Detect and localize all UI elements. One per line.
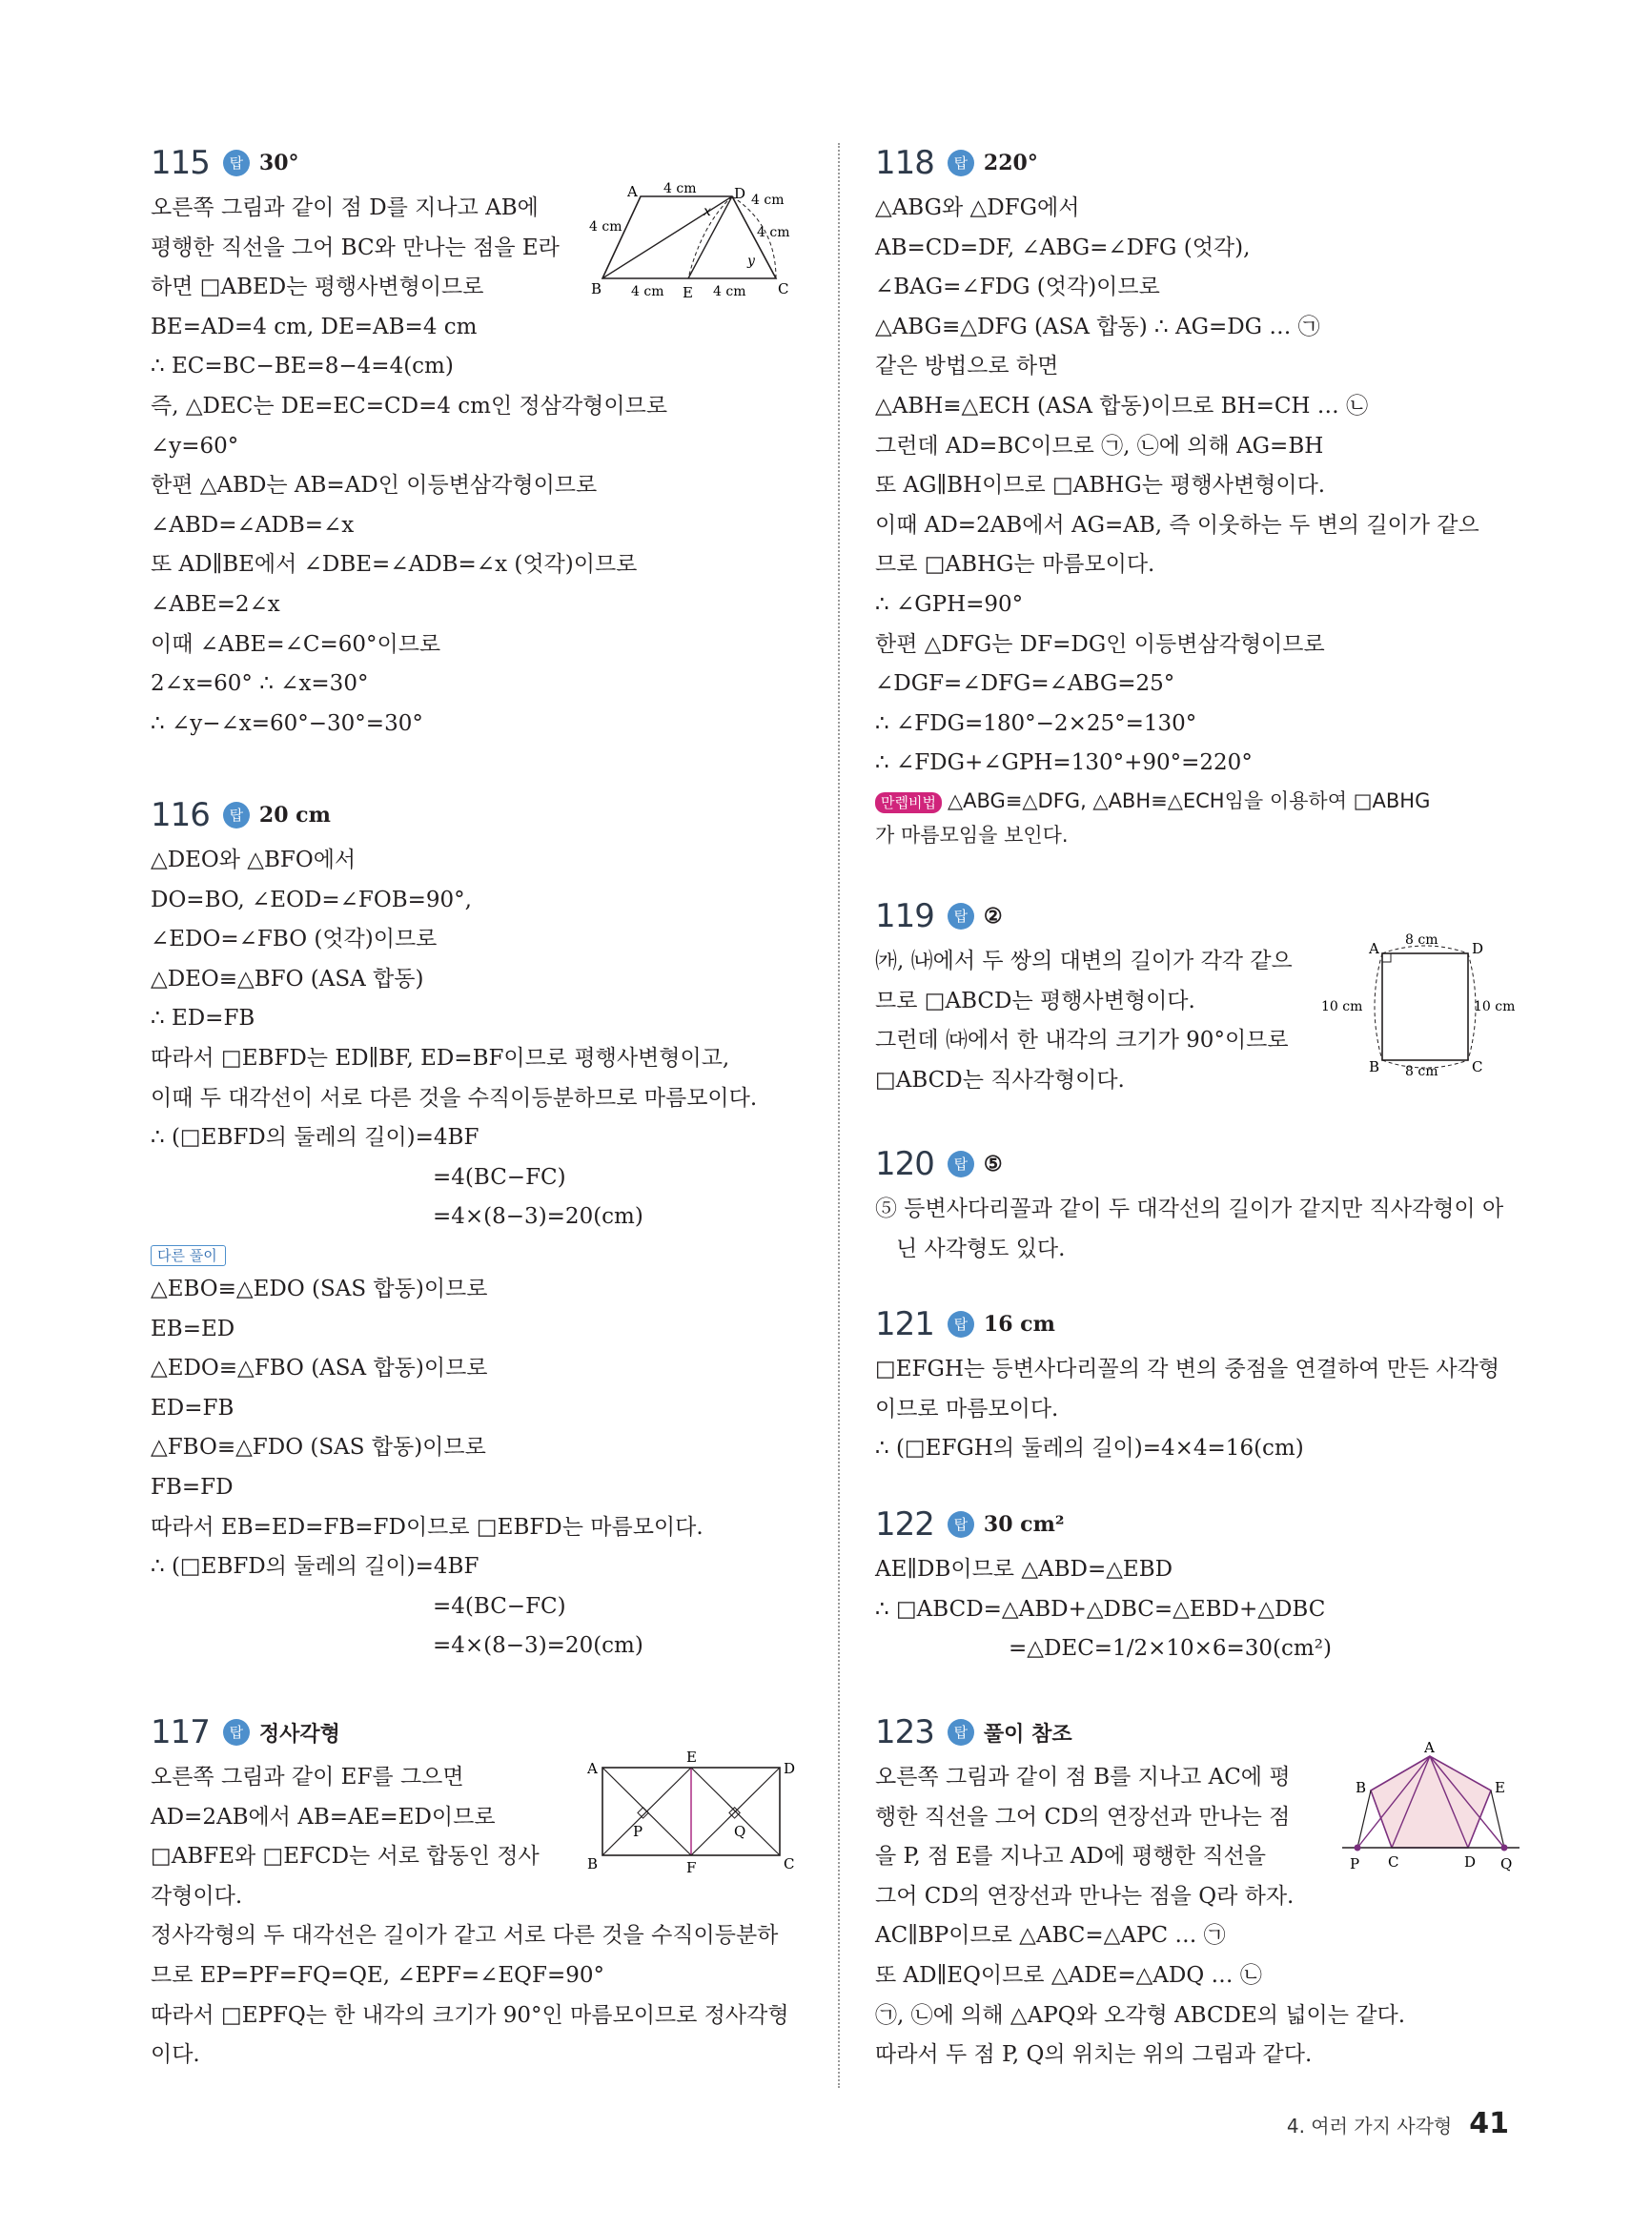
problem-number: 123 [875,1713,934,1751]
point-label: C [1388,1853,1399,1871]
solution-line: 따라서 EB=ED=FB=FD이므로 □EBFD는 마름모이다. [151,1514,704,1540]
angle-label: x [704,204,711,219]
answer-badge: 탑 [948,1511,974,1538]
solution-line: 평행한 직선을 그어 BC와 만나는 점을 E라 [151,235,560,260]
solution-line: AE∥DB이므로 △ABD=△EBD [875,1557,1173,1582]
solution-line: ∴ ∠FDG=180°−2×25°=130° [875,710,1197,736]
solution-line: ∠ABE=2∠x [151,591,280,617]
point-label: P [633,1823,643,1840]
length-label: 10 cm [1474,999,1516,1014]
solution-line: ∠BAG=∠FDG (엇각)이므로 [875,275,1160,300]
solution-line: 2∠x=60° ∴ ∠x=30° [151,671,369,697]
solution-lines [151,841,801,1667]
solution-line: 므로 EP=PF=FQ=QE, ∠EPF=∠EQF=90° [151,1962,605,1988]
solution-line: △ABH≡△ECH (ASA 합동)이므로 BH=CH … ㉡ [875,393,1369,419]
problem-number: 121 [875,1305,934,1343]
point-label: B [587,1855,599,1872]
problem-116 [151,793,801,1667]
problem-121 [875,1302,1533,1469]
solution-line: ∠EDO=∠FBO (엇각)이므로 [151,927,438,952]
solution-line: BE=AD=4 cm, DE=AB=4 cm [151,314,478,339]
solution-line: △DEO≡△BFO (ASA 합동) [151,966,424,992]
length-label: 4 cm [631,284,664,299]
solution-line: =4(BC−FC) [433,1164,566,1190]
answer: 30° [258,151,299,175]
column-divider [838,143,840,2088]
problem-119 [875,894,1533,1100]
problem-number: 118 [875,144,934,182]
solution-line: ⑤ 등변사다리꼴과 같이 두 대각선의 길이가 같지만 직사각형이 아 [875,1197,1504,1221]
solution-line: 이때 AD=2AB에서 AG=AB, 즉 이웃하는 두 변의 길이가 같으 [875,512,1479,538]
solution-line: ∴ ∠y−∠x=60°−30°=30° [151,710,423,736]
length-label: 4 cm [757,225,790,240]
length-label: 4 cm [589,219,622,235]
problem-header [875,1142,1533,1186]
point-label: C [1472,1058,1483,1075]
solution-line: 오른쪽 그림과 같이 EF를 그으면 [151,1765,464,1790]
solution-line: △ABG와 △DFG에서 [875,195,1080,220]
point-label: F [686,1859,697,1876]
point-label: D [1464,1853,1477,1871]
answer: 16 cm [983,1312,1055,1337]
answer: 220° [983,151,1038,175]
point-label: Q [734,1823,746,1840]
solution-line: ∴ (□EBFD의 둘레의 길이)=4BF [151,1125,479,1151]
solution-lines [875,189,1533,852]
point-label: D [1472,940,1484,957]
rectangle-abcd-figure [1321,932,1516,1079]
solution-line: EB=ED [151,1316,235,1341]
point-label: C [778,280,789,297]
point-label: D [734,185,746,202]
problem-number: 115 [151,144,210,182]
answer: 20 cm [258,803,331,828]
problem-header [151,141,801,185]
problem-header [875,1302,1533,1346]
solution-line: 따라서 □EPFQ는 한 내각의 크기가 90°인 마름모이므로 정사각형 [151,2002,789,2028]
problem-number: 120 [875,1145,934,1183]
solution-line: △ABG≡△DFG (ASA 합동) ∴ AG=DG … ㉠ [875,314,1320,339]
solution-line: ∴ ∠GPH=90° [875,591,1024,617]
solution-line: 이므로 마름모이다. [875,1396,1059,1422]
answer: 풀이 참조 [983,1722,1072,1747]
length-label: 4 cm [713,284,746,299]
solution-line: □ABFE와 □EFCD는 서로 합동인 정사 [151,1844,540,1870]
problem-123 [875,1710,1533,2076]
length-label: 4 cm [663,181,697,196]
answer: ② [983,904,1003,929]
solution-line: 이때 ∠ABE=∠C=60°이므로 [151,631,441,657]
solution-line: 므로 □ABCD는 평행사변형이다. [875,988,1195,1013]
trapezoid-figure [589,181,818,305]
point-label: E [1495,1779,1505,1796]
length-label: 10 cm [1321,999,1363,1014]
solution-line: 이다. [151,2042,200,2068]
answer-badge: 탑 [948,150,974,176]
point-label: D [784,1760,796,1777]
problem-number: 119 [875,897,934,935]
rectangle-figure [581,1749,796,1886]
answer-badge: 탑 [948,903,974,930]
solution-line: △EDO≡△FBO (ASA 합동)이므로 [151,1356,488,1381]
solution-line: ∴ (□EBFD의 둘레의 길이)=4BF [151,1554,479,1580]
solution-line: 행한 직선을 그어 CD의 연장선과 만나는 점 [875,1804,1291,1830]
answer-badge: 탑 [223,150,250,176]
solution-line: AD=2AB에서 AB=AE=ED이므로 [151,1804,496,1830]
problem-number: 122 [875,1505,934,1544]
point-label: P [1350,1855,1360,1872]
problem-117 [151,1710,801,2076]
answer: 정사각형 [258,1722,340,1747]
solution-line: 오른쪽 그림과 같이 점 D를 지나고 AB에 [151,195,539,220]
problem-number: 116 [151,796,210,834]
solution-line: 따라서 두 점 P, Q의 위치는 위의 그림과 같다. [875,2042,1313,2068]
solution-line: □ABCD는 직사각형이다. [875,1067,1125,1093]
solution-line: ∠DGF=∠DFG=∠ABG=25° [875,671,1175,697]
point-label: Q [1500,1855,1513,1872]
angle-label: y [747,254,755,269]
point-label: E [686,1749,697,1766]
solution-line: 즉, △DEC는 DE=EC=CD=4 cm인 정삼각형이므로 [151,393,668,419]
solution-line: 정사각형의 두 대각선은 길이가 같고 서로 다른 것을 수직이등분하 [151,1923,779,1949]
tip-line: 가 마름모임을 보인다. [875,823,1069,847]
solution-line: 또 AD∥BE에서 ∠DBE=∠ADB=∠x (엇각)이므로 [151,552,638,578]
point-label: A [627,183,638,200]
solution-line: =4×(8−3)=20(cm) [433,1204,643,1230]
solution-line: =4×(8−3)=20(cm) [433,1633,643,1659]
solution-line: 이때 두 대각선이 서로 다른 것을 수직이등분하므로 마름모이다. [151,1085,758,1111]
point-label: A [1424,1739,1435,1756]
solution-line: 각형이다. [151,1883,243,1909]
length-label: 8 cm [1405,1064,1438,1079]
tip-line [875,784,1533,818]
tip-badge: 만렙비법 [875,792,942,813]
problem-header [151,793,801,837]
solution-line: 따라서 □EBFD는 ED∥BF, ED=BF이므로 평행사변형이고, [151,1045,730,1071]
solution-line: 므로 □ABHG는 마름모이다. [875,552,1155,578]
solution-line: ∴ ∠FDG+∠GPH=130°+90°=220° [875,750,1253,776]
solution-line: 또 AD∥EQ이므로 △ADE=△ADQ … ㉡ [875,1962,1262,1988]
answer: 30 cm² [983,1512,1065,1537]
solution-line: 한편 △DFG는 DF=DG인 이등변삼각형이므로 [875,631,1325,657]
problem-118 [875,141,1533,852]
solution-line: AC∥BP이므로 △ABC=△APC … ㉠ [875,1923,1226,1949]
problem-122 [875,1503,1533,1669]
problem-header [875,1503,1533,1546]
length-label: 8 cm [1405,932,1438,948]
solution-line: =4(BC−FC) [433,1593,566,1619]
solution-line: 그런데 AD=BC이므로 ㉠, ㉡에 의해 AG=BH [875,433,1324,459]
solution-line: □EFGH는 등변사다리꼴의 각 변의 중점을 연결하여 만든 사각형 [875,1357,1500,1381]
problem-115 [151,141,801,744]
solution-line: △EBO≡△EDO (SAS 합동)이므로 [151,1276,488,1301]
pentagon-figure [1333,1739,1523,1890]
solution-line: ㉠, ㉡에 의해 △APQ와 오각형 ABCDE의 넓이는 같다. [875,2002,1406,2028]
solution-line: 그런데 ㈐에서 한 내각의 크기가 90°이므로 [875,1028,1289,1054]
point-label: A [1369,940,1379,957]
solution-lines [875,1350,1533,1469]
point-label: E [683,284,693,301]
page-footer [1287,2107,1509,2140]
answer-badge: 탑 [948,1311,974,1338]
point-label: C [784,1855,795,1872]
solution-line: =△DEC=1/2×10×6=30(cm²) [1009,1636,1332,1662]
solution-line: 또 AG∥BH이므로 □ABHG는 평행사변형이다. [875,473,1326,499]
answer-badge: 탑 [948,1719,974,1746]
solution-line: △FBO≡△FDO (SAS 합동)이므로 [151,1435,486,1461]
solution-line: ∴ ED=FB [151,1006,255,1032]
solution-line: FB=FD [151,1474,234,1500]
solution-line: ㈎, ㈏에서 두 쌍의 대변의 길이가 각각 같으 [875,949,1293,973]
solution-line: ∴ (□EFGH의 둘레의 길이)=4×4=16(cm) [875,1436,1304,1462]
answer: ⑤ [983,1152,1003,1176]
solution-line: ∠y=60° [151,433,239,459]
solution-line: ∴ □ABCD=△ABD+△DBC=△EBD+△DBC [875,1596,1326,1622]
solution-line: 같은 방법으로 하면 [875,354,1059,379]
solution-lines [875,1550,1533,1669]
chapter-title: 4. 여러 가지 사각형 [1286,2115,1453,2138]
solution-line: 한편 △ABD는 AB=AD인 이등변삼각형이므로 [151,473,598,499]
length-label: 4 cm [751,193,785,208]
answer-badge: 탑 [948,1151,974,1177]
problem-120 [875,1142,1533,1269]
solution-line: AB=CD=DF, ∠ABG=∠DFG (엇각), [875,235,1251,260]
solution-line: ∴ EC=BC−BE=8−4=4(cm) [151,354,454,379]
solution-line: DO=BO, ∠EOD=∠FOB=90°, [151,887,472,912]
page-number: 41 [1469,2107,1509,2140]
answer-badge: 탑 [223,802,250,829]
solution-line: 하면 □ABED는 평행사변형이므로 [151,275,484,300]
answer-badge: 탑 [223,1719,250,1746]
problem-number: 117 [151,1713,210,1751]
tip-text: △ABG≡△DFG, △ABH≡△ECH임을 이용하여 □ABHG [947,788,1431,812]
point-label: A [587,1760,598,1777]
solution-line: 그어 CD의 연장선과 만나는 점을 Q라 하자. [875,1883,1295,1909]
solution-line: 을 P, 점 E를 지나고 AD에 평행한 직선을 [875,1844,1266,1870]
problem-header [875,141,1533,185]
solution-line: △DEO와 △BFO에서 [151,848,357,872]
solution-line: ED=FB [151,1395,235,1421]
point-label: B [1369,1058,1380,1075]
solution-line: 닌 사각형도 있다. [896,1236,1066,1261]
solution-line: 오른쪽 그림과 같이 점 B를 지나고 AC에 평 [875,1765,1291,1790]
alternative-solution-label: 다른 풀이 [151,1245,226,1266]
solution-line: ∠ABD=∠ADB=∠x [151,512,355,538]
point-label: B [591,280,602,297]
solution-lines [875,1190,1533,1269]
point-label: B [1356,1779,1367,1796]
